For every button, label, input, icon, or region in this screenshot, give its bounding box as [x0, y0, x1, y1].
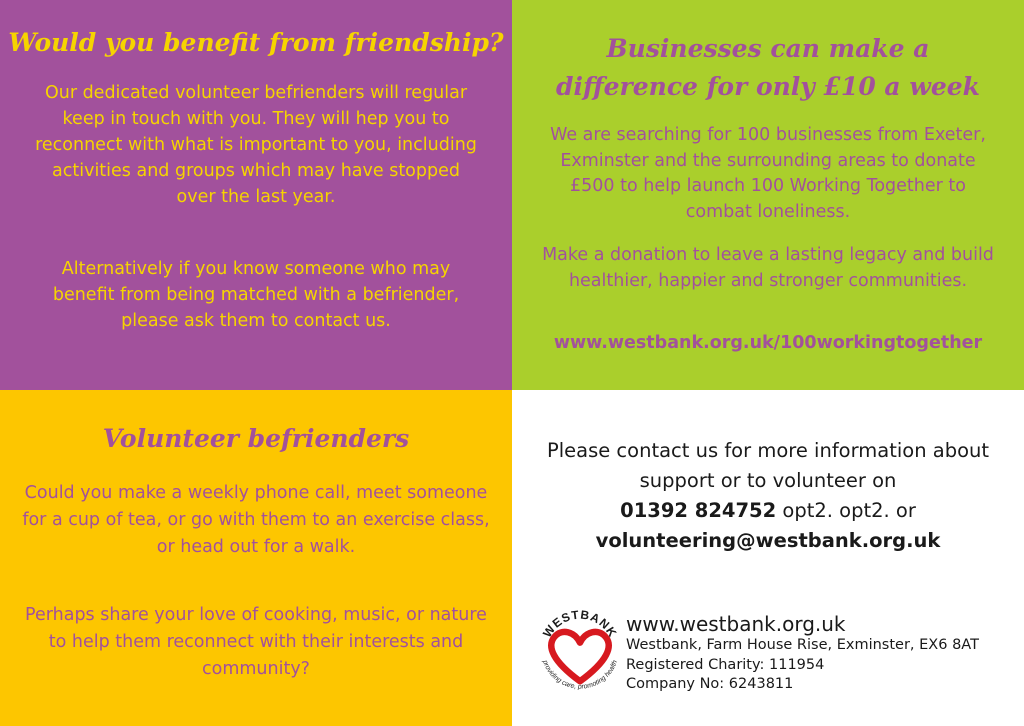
contact-email[interactable]: volunteering@westbank.org.uk — [595, 529, 941, 552]
businesses-heading: Businesses can make a difference for only £10 a week — [556, 34, 980, 101]
contact-panel — [512, 390, 1024, 726]
friendship-heading: Would you benefit from friendship? — [8, 28, 504, 57]
friendship-panel — [0, 0, 512, 390]
friendship-paragraph-2: Alternatively if you know someone who may benefit from being matched with a befriender, please ask them to contact us. — [52, 259, 460, 331]
heart-icon — [551, 632, 608, 681]
svg-text:providing care, promoting heal — [541, 658, 619, 690]
svg-text:WESTBANK — [540, 607, 620, 639]
address: Westbank, Farm House Rise, Exminster, EX6 8AT — [626, 637, 979, 653]
volunteer-heading: Volunteer befrienders — [102, 424, 410, 453]
logo-tagline: providing care, promoting health — [541, 659, 619, 691]
businesses-paragraph-2: Make a donation to leave a lasting legacy and build healthier, happier and stronger communities. — [542, 245, 994, 291]
contact-block — [512, 436, 1024, 556]
volunteer-panel — [0, 390, 512, 726]
volunteer-paragraph-1: Could you make a weekly phone call, meet someone for a cup of tea, or go with them to an exercise class, or head out for a walk. — [22, 483, 490, 557]
westbank-logo — [534, 604, 626, 696]
company-number: Company No: 6243811 — [626, 676, 794, 692]
businesses-panel — [512, 0, 1024, 390]
charity-number: Registered Charity: 111954 — [626, 656, 825, 673]
organisation-info — [626, 612, 979, 695]
volunteer-paragraph-2: Perhaps share your love of cooking, music, or nature to help them reconnect with their interests and community? — [25, 605, 487, 679]
friendship-paragraph-1: Our dedicated volunteer befrienders will regular keep in touch with you. They will hep you to reconnect with what is important to you, including activities and groups which may have stopped over the last year. — [35, 83, 477, 207]
logo-name: WESTBANK — [540, 607, 620, 640]
contact-phone[interactable]: 01392 824752 — [620, 499, 777, 522]
businesses-paragraph-1: We are searching for 100 businesses from Exeter, Exminster and the surrounding areas to donate £500 to help launch 100 Working Together to combat loneliness. — [550, 125, 986, 222]
donation-link[interactable]: www.westbank.org.uk/100workingtogether — [553, 333, 983, 353]
contact-intro: Please contact us for more information about support or to volunteer on — [546, 439, 990, 492]
contact-phone-options: opt2. opt2. or — [776, 499, 916, 522]
website-link[interactable]: www.westbank.org.uk — [626, 612, 846, 636]
